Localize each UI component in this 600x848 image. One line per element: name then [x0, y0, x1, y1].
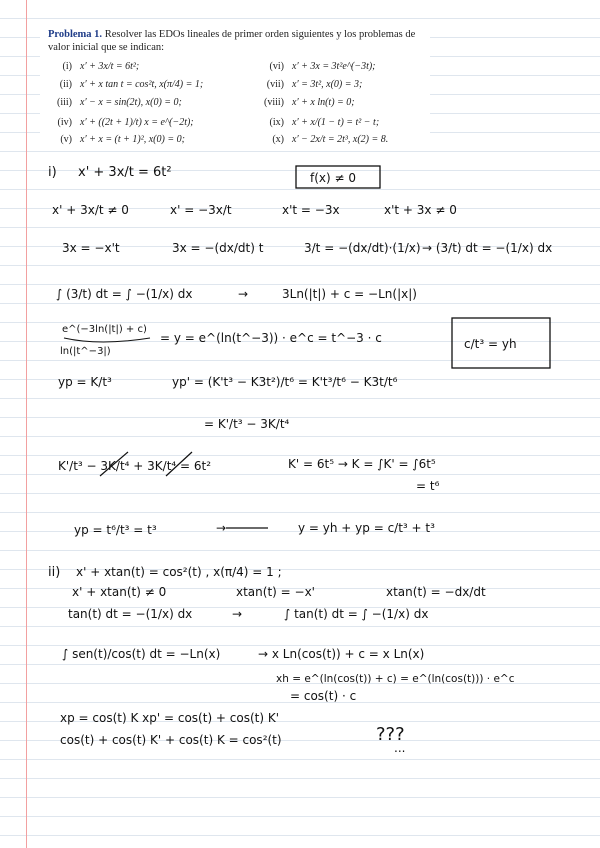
note-line: e^(−3ln(|t|) + c) — [62, 324, 147, 335]
note-line: → (3/t) dt = −(1/x) dx — [422, 241, 553, 255]
note-line: K' = 6t⁵ → K = ∫K' = ∫6t⁵ — [288, 457, 436, 471]
note-line: y = yh + yp = c/t³ + t³ — [298, 521, 435, 535]
item-number: (vi) — [269, 61, 284, 72]
item-number: (vii) — [266, 79, 284, 90]
item-equation: x′ − x = sin(2t), x(0) = 0; — [80, 97, 182, 108]
note-line: = t⁶ — [416, 479, 440, 493]
note-line: yp = t⁶/t³ = t³ — [74, 523, 157, 537]
note-line: c/t³ = yh — [464, 337, 517, 351]
note-line: cos(t) + cos(t) K' + cos(t) K = cos²(t) — [60, 733, 282, 747]
note-line: → — [216, 521, 227, 535]
note-line: yp' = (K't³ − K3t²)/t⁶ = K't³/t⁶ − K3t/t⁶ — [172, 375, 398, 389]
note-line: → — [232, 607, 243, 621]
note-line: → — [238, 287, 249, 301]
note-line: 3x = −(dx/dt) t — [172, 241, 264, 255]
part-label: ii) — [48, 565, 61, 580]
note-line: yp = K/t³ — [58, 375, 112, 389]
note-line: x' + 3x/t = 6t² — [78, 165, 172, 180]
item-number: (v) — [60, 134, 72, 145]
note-line: x' + 3x/t ≠ 0 — [52, 203, 129, 217]
note-line: tan(t) dt = −(1/x) dx — [68, 607, 193, 621]
note-line: x't = −3x — [282, 203, 340, 217]
note-line: x' + xtan(t) = cos²(t) , x(π/4) = 1 ; — [76, 565, 282, 579]
note-line: ∫ tan(t) dt = ∫ −(1/x) dx — [284, 607, 429, 621]
item-number: (x) — [272, 134, 284, 145]
underbrace — [64, 338, 150, 342]
item-number: (ix) — [269, 117, 284, 128]
item-number: (iii) — [57, 97, 72, 108]
item-number: (i) — [62, 61, 72, 72]
item-equation: x′ + x ln(t) = 0; — [292, 97, 355, 108]
note-line: x' = −3x/t — [170, 203, 232, 217]
item-equation: x′ + ((2t + 1)/t) x = e^(−2t); — [80, 117, 194, 128]
item-equation: x′ + x/(1 − t) = t² − t; — [292, 117, 380, 128]
item-equation: x′ − 2x/t = 2t³, x(2) = 8. — [292, 134, 389, 145]
note-line: ∫ (3/t) dt = ∫ −(1/x) dx — [56, 287, 193, 301]
note-line: 3Ln(|t|) + c = −Ln(|x|) — [282, 287, 417, 301]
note-line: = cos(t) · c — [290, 689, 357, 703]
item-number: (viii) — [264, 97, 284, 108]
note-line: xh = e^(ln(cos(t)) + c) = e^(ln(cos(t))) · e^c — [276, 673, 515, 685]
item-number: (ii) — [59, 79, 72, 90]
note-line: ... — [394, 741, 406, 755]
item-equation: x′ + x = (t + 1)², x(0) = 0; — [80, 134, 185, 145]
note-line: ??? — [376, 724, 405, 745]
note-line: f(x) ≠ 0 — [310, 171, 357, 185]
note-line: xtan(t) = −x' — [236, 585, 315, 599]
item-equation: x′ + x tan t = cos²t, x(π/4) = 1; — [80, 79, 204, 90]
item-number: (iv) — [57, 117, 72, 128]
note-line: x' + xtan(t) ≠ 0 — [72, 585, 167, 599]
note-line: ln(|t^−3|) — [60, 346, 111, 357]
item-equation: x′ + 3x = 3t²e^(−3t); — [292, 61, 376, 72]
part-label: i) — [48, 165, 57, 180]
note-line: xtan(t) = −dx/dt — [386, 585, 486, 599]
problem-heading: Problema 1. — [48, 29, 103, 40]
note-line: = y = e^(ln(t^−3)) · e^c = t^−3 · c — [160, 331, 382, 345]
note-line: = K'/t³ − 3K/t⁴ — [204, 417, 290, 431]
problem-intro-text: Resolver las EDOs lineales de primer orden siguientes y los problemas de valor inicial que se indican: — [48, 29, 416, 53]
note-line: 3x = −x't — [62, 241, 120, 255]
note-line: xp = cos(t) K xp' = cos(t) + cos(t) K' — [60, 711, 280, 725]
note-line: ∫ sen(t)/cos(t) dt = −Ln(x) — [62, 647, 221, 661]
note-line: K'/t³ − 3K/t⁴ + 3K/t⁴ = 6t² — [58, 459, 212, 473]
item-equation: x′ + 3x/t = 6t²; — [80, 61, 140, 72]
note-line: 3/t = −(dx/dt)·(1/x) — [304, 241, 421, 255]
note-line: x't + 3x ≠ 0 — [384, 203, 457, 217]
item-equation: x′ = 3t², x(0) = 3; — [292, 79, 363, 90]
note-line: → x Ln(cos(t)) + c = x Ln(x) — [258, 647, 425, 661]
